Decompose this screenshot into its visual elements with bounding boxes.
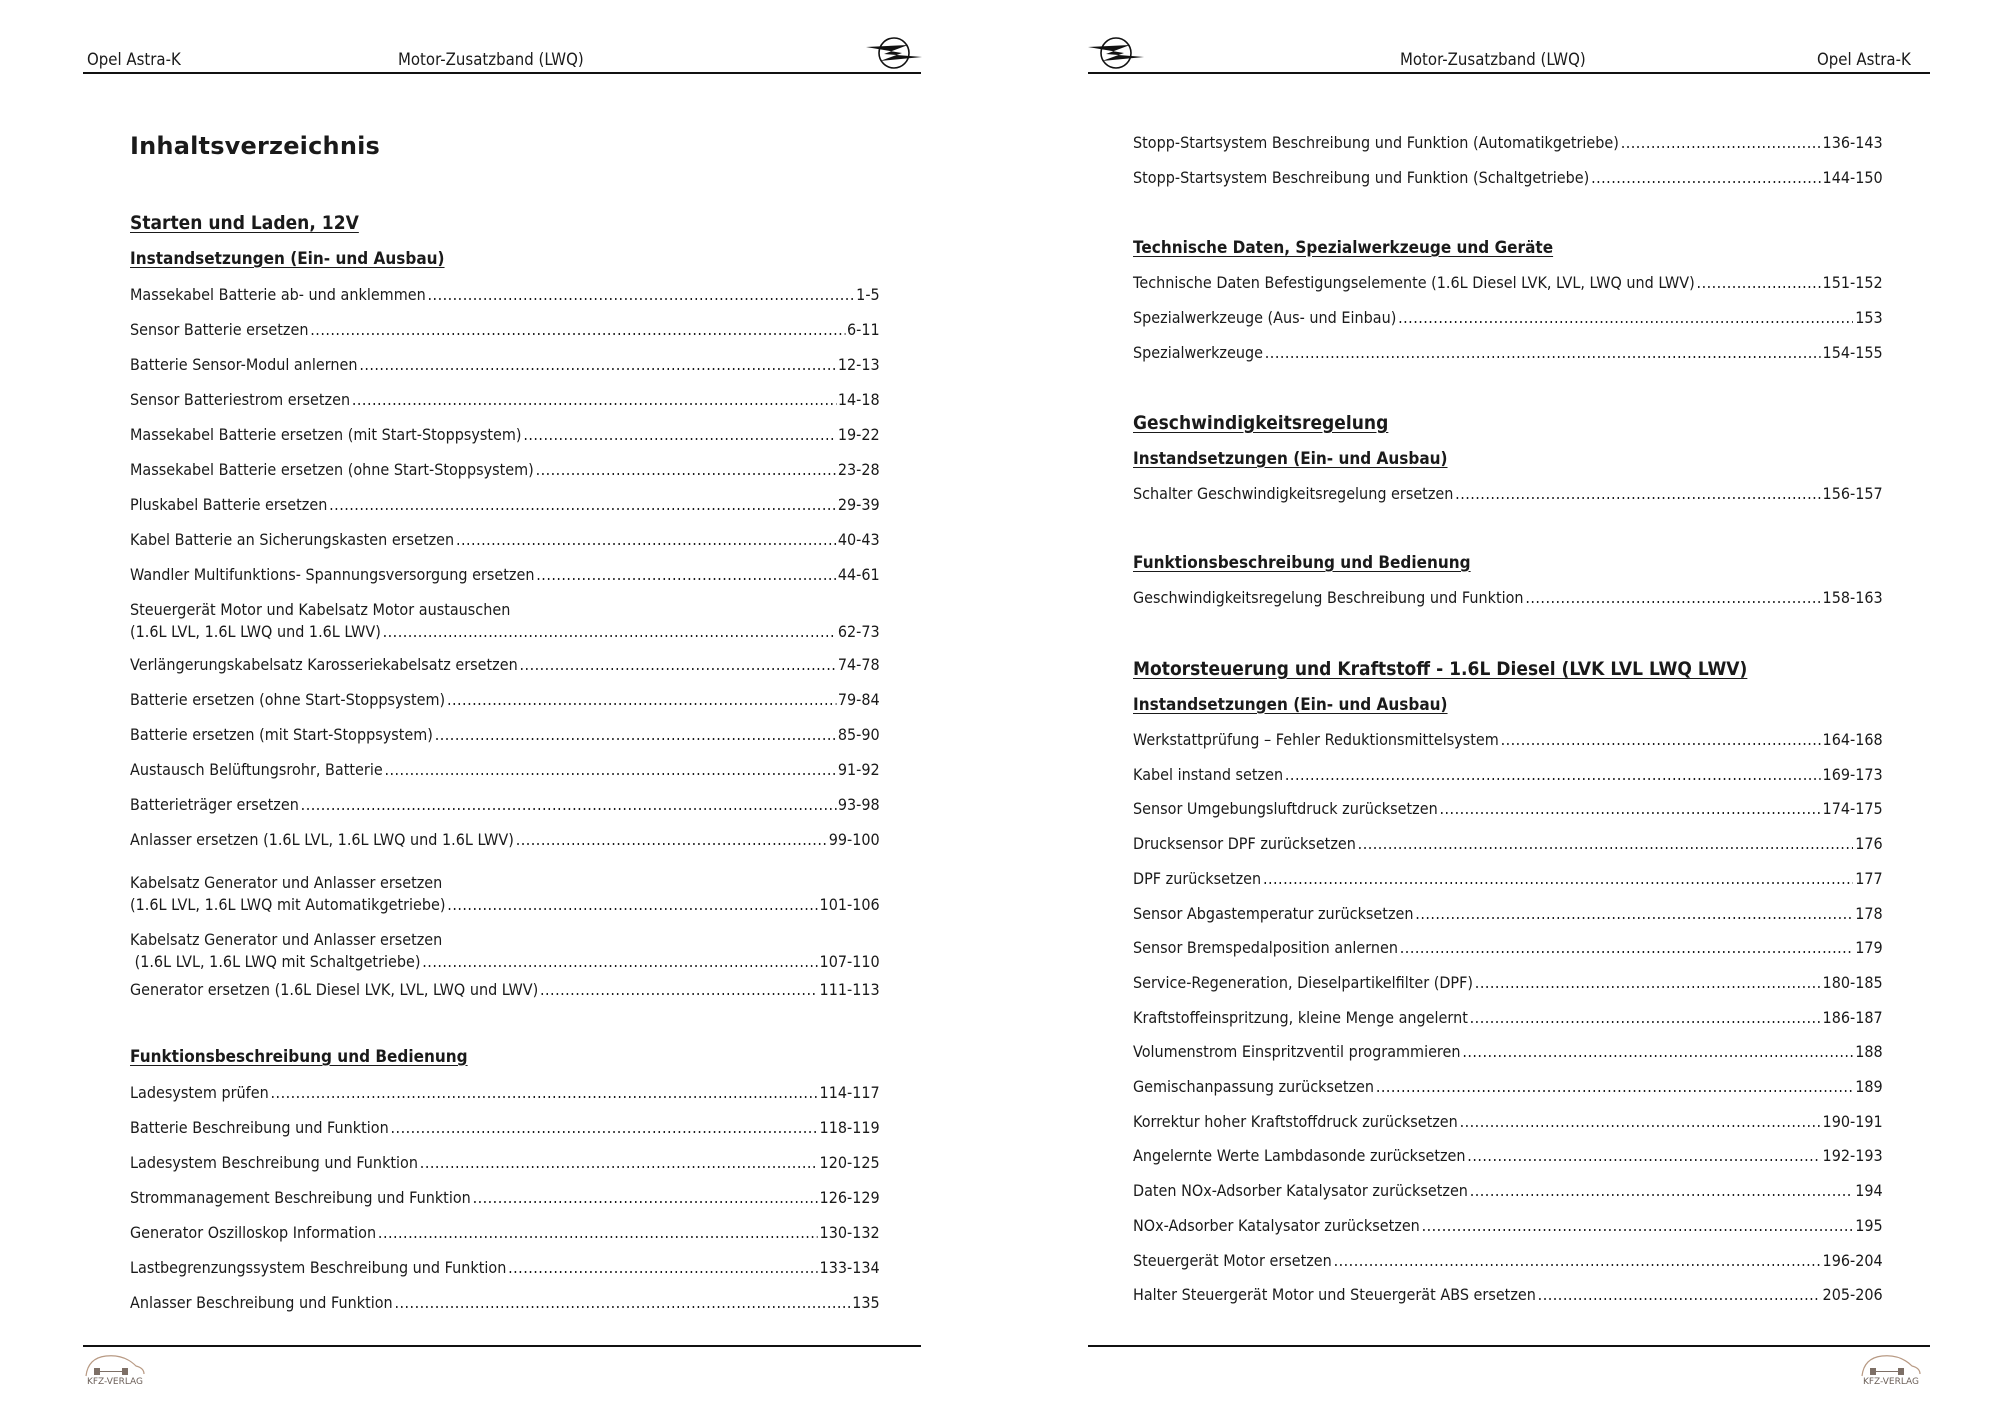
dot-leader xyxy=(1538,1285,1821,1305)
toc-entry[interactable] xyxy=(1133,799,1883,819)
subsection-heading xyxy=(1133,553,1883,573)
dot-leader xyxy=(1285,765,1821,785)
header-car-model: Opel Astra-K xyxy=(1817,50,1911,70)
dot-leader xyxy=(422,952,817,972)
dot-leader xyxy=(1525,588,1820,608)
opel-logo-icon xyxy=(1086,33,1148,73)
toc-entry-label: Anlasser ersetzen (1.6L LVL, 1.6L LWQ und 1.6L LWV) xyxy=(130,830,514,849)
toc-entry-pages: 177 xyxy=(1855,868,1883,888)
toc-entry[interactable] xyxy=(1133,1042,1883,1062)
toc-entry-label: Sensor Batteriestrom ersetzen xyxy=(130,390,351,409)
subsection-heading xyxy=(130,1047,880,1067)
toc-entry[interactable] xyxy=(130,320,880,340)
toc-entry-pages: 19-22 xyxy=(837,425,880,444)
toc-entry-label: Werkstattprüfung – Fehler Reduktionsmittelsystem xyxy=(1133,730,1499,749)
toc-entry-pages: 99-100 xyxy=(828,830,880,849)
section-heading-text: Geschwindigkeitsregelung xyxy=(1133,412,1389,434)
toc-entry[interactable] xyxy=(130,1293,880,1313)
toc-entry[interactable] xyxy=(1133,1146,1883,1166)
toc-entry-label: Sensor Batterie ersetzen xyxy=(130,320,309,339)
opel-logo-icon xyxy=(862,33,924,73)
dot-leader xyxy=(1415,904,1853,924)
toc-entry-label: NOx-Adsorber Katalysator zurücksetzen xyxy=(1133,1215,1420,1235)
toc-entry-pages: 6-11 xyxy=(847,320,880,339)
toc-entry-label: Massekabel Batterie ersetzen (ohne Start-Stoppsystem) xyxy=(130,460,534,479)
dot-leader xyxy=(523,425,836,445)
toc-entry-pages: 186-187 xyxy=(1822,1007,1883,1027)
toc-entry-label-line1: Kabelsatz Generator und Anlasser ersetzen xyxy=(130,930,443,949)
toc-entry-pages: 29-39 xyxy=(837,495,880,514)
dot-leader xyxy=(271,1083,818,1103)
toc-entry-pages: 85-90 xyxy=(837,725,880,744)
toc-entry-pages: 205-206 xyxy=(1822,1285,1883,1305)
toc-entry[interactable] xyxy=(1133,1251,1883,1271)
header-rule xyxy=(83,72,921,74)
toc-entry[interactable] xyxy=(130,460,880,480)
toc-entry-pages: 176 xyxy=(1855,834,1883,854)
toc-entry-label: Verlängerungskabelsatz Karosseriekabelsatz ersetzen xyxy=(130,655,518,674)
toc-entry-label: (1.6L LVL, 1.6L LWQ mit Automatikgetriebe) xyxy=(130,895,446,914)
toc-entry-label: Batterieträger ersetzen xyxy=(130,795,299,814)
toc-entry[interactable] xyxy=(130,565,880,585)
toc-entry-label: Kabel instand setzen xyxy=(1133,764,1284,784)
toc-entry-label: (1.6L LVL, 1.6L LWQ und 1.6L LWV) xyxy=(130,622,381,641)
svg-text:KFZ-VERLAG: KFZ-VERLAG xyxy=(86,1377,144,1387)
dot-leader xyxy=(1460,1112,1821,1132)
toc-entry[interactable] xyxy=(1133,730,1883,750)
toc-entry[interactable] xyxy=(130,873,880,915)
toc-entry-label: Spezialwerkzeuge (Aus- und Einbau) xyxy=(1133,308,1397,327)
toc-entry[interactable] xyxy=(130,425,880,445)
toc-entry[interactable] xyxy=(1133,904,1883,924)
toc-entry[interactable] xyxy=(1133,1181,1883,1201)
toc-entry-pages: 158-163 xyxy=(1822,588,1883,607)
toc-entry-pages: 62-73 xyxy=(837,622,880,641)
toc-entry[interactable] xyxy=(1133,869,1883,889)
dot-leader xyxy=(456,530,836,550)
dot-leader xyxy=(1462,1042,1853,1062)
toc-entry[interactable] xyxy=(1133,973,1883,993)
toc-entry[interactable] xyxy=(1133,834,1883,854)
toc-entry-label: Ladesystem Beschreibung und Funktion xyxy=(130,1153,418,1172)
dot-leader xyxy=(1621,133,1821,153)
dot-leader xyxy=(1697,273,1821,293)
toc-entry-label: Austausch Belüftungsrohr, Batterie xyxy=(130,760,383,779)
toc-entry[interactable] xyxy=(130,530,880,550)
toc-entry-label: Geschwindigkeitsregelung Beschreibung und Funktion xyxy=(1133,588,1524,607)
toc-entry-pages: 1-5 xyxy=(856,285,880,304)
dot-leader xyxy=(1422,1216,1854,1236)
toc-entry[interactable] xyxy=(130,725,880,745)
section-heading xyxy=(1133,413,1883,433)
toc-entry[interactable] xyxy=(130,930,880,972)
dot-leader xyxy=(1475,973,1821,993)
toc-entry[interactable] xyxy=(130,1258,880,1278)
dot-leader xyxy=(352,390,836,410)
toc-entry-pages: 136-143 xyxy=(1822,133,1883,152)
toc-entry-label: Angelernte Werte Lambdasonde zurücksetzen xyxy=(1133,1146,1466,1166)
toc-entry-pages: 93-98 xyxy=(837,795,880,814)
dot-leader xyxy=(383,622,836,642)
toc-entry[interactable] xyxy=(130,1083,880,1103)
subsection-heading-text: Instandsetzungen (Ein- und Ausbau) xyxy=(130,249,445,269)
dot-leader xyxy=(394,1293,850,1313)
toc-entry[interactable] xyxy=(1133,168,1883,188)
toc-entry-label: (1.6L LVL, 1.6L LWQ mit Schaltgetriebe) xyxy=(130,952,421,971)
dot-leader xyxy=(329,495,836,515)
toc-entry-pages: 154-155 xyxy=(1822,343,1883,362)
toc-entry[interactable] xyxy=(130,760,880,780)
toc-entry-pages: 192-193 xyxy=(1822,1146,1883,1166)
dot-leader xyxy=(1398,308,1853,328)
toc-entry-pages: 23-28 xyxy=(837,460,880,479)
toc-entry-label: Sensor Bremspedalposition anlernen xyxy=(1133,938,1398,958)
toc-entry-pages: 179 xyxy=(1855,938,1883,958)
dot-leader xyxy=(540,980,818,1000)
toc-entry-label: Schalter Geschwindigkeitsregelung ersetzen xyxy=(1133,484,1454,503)
toc-entry[interactable] xyxy=(130,830,880,850)
dot-leader xyxy=(536,565,836,585)
toc-entry-label: Massekabel Batterie ersetzen (mit Start-Stoppsystem) xyxy=(130,425,522,444)
dot-leader xyxy=(1265,343,1821,363)
toc-entry-pages: 195 xyxy=(1855,1215,1883,1235)
toc-entry[interactable] xyxy=(1133,484,1883,504)
section-heading xyxy=(1133,659,1883,679)
dot-leader xyxy=(447,690,836,710)
toc-entry-pages: 126-129 xyxy=(819,1188,880,1207)
dot-leader xyxy=(310,320,845,340)
dot-leader xyxy=(384,760,836,780)
toc-entry-pages: 153 xyxy=(1855,308,1883,327)
toc-entry-label: Service-Regeneration, Dieselpartikelfilter (DPF) xyxy=(1133,972,1474,992)
toc-entry-label: Batterie Beschreibung und Funktion xyxy=(130,1118,389,1137)
footer-rule xyxy=(83,1345,921,1347)
toc-entry-label: Massekabel Batterie ab- und anklemmen xyxy=(130,285,426,304)
subsection-heading xyxy=(1133,695,1883,715)
toc-entry[interactable] xyxy=(1133,1008,1883,1028)
dot-leader xyxy=(516,830,827,850)
section-heading xyxy=(1133,238,1883,258)
subsection-heading-text: Funktionsbeschreibung und Bedienung xyxy=(1133,553,1471,573)
toc-entry-label-line1: Steuergerät Motor und Kabelsatz Motor austauschen xyxy=(130,600,511,619)
toc-entry-pages: 169-173 xyxy=(1822,764,1883,784)
svg-text:KFZ-VERLAG: KFZ-VERLAG xyxy=(1862,1377,1920,1387)
toc-entry-pages: 151-152 xyxy=(1822,273,1883,292)
toc-entry-pages: 130-132 xyxy=(819,1223,880,1242)
toc-entry[interactable] xyxy=(1133,588,1883,608)
toc-entry-label: Korrektur hoher Kraftstoffdruck zurücksetzen xyxy=(1133,1111,1458,1131)
toc-entry[interactable] xyxy=(130,1153,880,1173)
dot-leader xyxy=(435,725,836,745)
toc-entry-pages: 188 xyxy=(1855,1042,1883,1062)
section-heading-text: Starten und Laden, 12V xyxy=(130,212,359,234)
section-heading xyxy=(130,213,880,233)
toc-entry-label: Kabel Batterie an Sicherungskasten ersetzen xyxy=(130,530,455,549)
toc-entry-pages: 180-185 xyxy=(1822,972,1883,992)
toc-entry-pages: 118-119 xyxy=(819,1118,880,1137)
toc-entry-pages: 164-168 xyxy=(1822,730,1883,749)
subsection-heading-text: Instandsetzungen (Ein- und Ausbau) xyxy=(1133,695,1448,715)
toc-entry-label: Stopp-Startsystem Beschreibung und Funktion (Automatikgetriebe) xyxy=(1133,133,1619,152)
subsection-heading-text: Funktionsbeschreibung und Bedienung xyxy=(130,1047,468,1067)
dot-leader xyxy=(1263,869,1853,889)
footer-rule xyxy=(1088,1345,1930,1347)
toc-entry-label: Sensor Abgastemperatur zurücksetzen xyxy=(1133,903,1414,923)
right-page xyxy=(1000,0,2000,1413)
dot-leader xyxy=(1470,1181,1854,1201)
subsection-heading xyxy=(130,249,880,269)
toc-entry-pages: 91-92 xyxy=(837,760,880,779)
dot-leader xyxy=(508,1258,818,1278)
toc-entry-label: Anlasser Beschreibung und Funktion xyxy=(130,1293,393,1312)
toc-entry-pages: 156-157 xyxy=(1822,484,1883,503)
toc-entry[interactable] xyxy=(130,1223,880,1243)
dot-leader xyxy=(1376,1077,1854,1097)
toc-entry-pages: 40-43 xyxy=(837,530,880,549)
toc-entry[interactable] xyxy=(1133,133,1883,153)
toc-entry-label: Batterie Sensor-Modul anlernen xyxy=(130,355,358,374)
toc-entry-label: Batterie ersetzen (mit Start-Stoppsystem) xyxy=(130,725,433,744)
toc-entry-pages: 12-13 xyxy=(837,355,880,374)
toc-entry[interactable] xyxy=(1133,1216,1883,1236)
dot-leader xyxy=(301,795,836,815)
toc-entry-label: Strommanagement Beschreibung und Funktion xyxy=(130,1188,471,1207)
toc-entry[interactable] xyxy=(1133,1077,1883,1097)
toc-entry[interactable] xyxy=(130,690,880,710)
toc-entry-pages: 174-175 xyxy=(1822,799,1883,819)
dot-leader xyxy=(520,655,837,675)
dot-leader xyxy=(473,1188,818,1208)
toc-entry-pages: 178 xyxy=(1855,903,1883,923)
section-heading-text: Technische Daten, Spezialwerkzeuge und Geräte xyxy=(1133,238,1554,258)
header-book-title: Motor-Zusatzband (LWQ) xyxy=(398,50,584,70)
toc-entry-label: Generator Oszilloskop Information xyxy=(130,1223,377,1242)
toc-entry[interactable] xyxy=(1133,343,1883,363)
toc-entry[interactable] xyxy=(1133,1285,1883,1305)
toc-entry-label: Stopp-Startsystem Beschreibung und Funktion (Schaltgetriebe) xyxy=(1133,168,1590,187)
dot-leader xyxy=(359,355,836,375)
dot-leader xyxy=(1591,168,1821,188)
toc-entry-label: Batterie ersetzen (ohne Start-Stoppsystem) xyxy=(130,690,446,709)
toc-entry-label: Lastbegrenzungssystem Beschreibung und Funktion xyxy=(130,1258,507,1277)
header-car-model: Opel Astra-K xyxy=(87,50,181,70)
section-heading-text: Motorsteuerung und Kraftstoff - 1.6L Diesel (LVK LVL LWQ LWV) xyxy=(1133,658,1748,680)
header-book-title: Motor-Zusatzband (LWQ) xyxy=(1400,50,1586,70)
toc-entry[interactable] xyxy=(130,980,880,1000)
toc-entry-pages: 120-125 xyxy=(819,1153,880,1172)
toc-entry-pages: 79-84 xyxy=(837,690,880,709)
toc-entry[interactable] xyxy=(130,355,880,375)
toc-entry-label: Halter Steuergerät Motor und Steuergerät ABS ersetzen xyxy=(1133,1285,1536,1305)
dot-leader xyxy=(391,1118,818,1138)
toc-entry-label: Generator ersetzen (1.6L Diesel LVK, LVL, LWQ und LWV) xyxy=(130,980,539,999)
dot-leader xyxy=(447,895,817,915)
dot-leader xyxy=(1358,834,1854,854)
toc-entry-label: Spezialwerkzeuge xyxy=(1133,343,1263,362)
toc-entry[interactable] xyxy=(130,1118,880,1138)
dot-leader xyxy=(420,1153,818,1173)
dot-leader xyxy=(1467,1146,1820,1166)
dot-leader xyxy=(536,460,836,480)
toc-entry[interactable] xyxy=(130,495,880,515)
toc-entry[interactable] xyxy=(130,285,880,305)
toc-entry[interactable] xyxy=(1133,765,1883,785)
toc-entry[interactable] xyxy=(130,655,880,675)
toc-entry-label: Kraftstoffeinspritzung, kleine Menge angelernt xyxy=(1133,1007,1468,1027)
toc-entry[interactable] xyxy=(1133,938,1883,958)
toc-entry-label-line1: Kabelsatz Generator und Anlasser ersetzen xyxy=(130,873,443,892)
toc-entry-pages: 101-106 xyxy=(819,895,880,914)
dot-leader xyxy=(1400,938,1854,958)
toc-entry-pages: 190-191 xyxy=(1822,1111,1883,1131)
toc-entry-label: Drucksensor DPF zurücksetzen xyxy=(1133,834,1356,854)
dot-leader xyxy=(1455,484,1821,504)
toc-entry-pages: 133-134 xyxy=(819,1258,880,1277)
dot-leader xyxy=(1334,1251,1821,1271)
header-rule xyxy=(1088,72,1930,74)
dot-leader xyxy=(378,1223,818,1243)
dot-leader xyxy=(428,285,855,305)
toc-entry[interactable] xyxy=(1133,308,1883,328)
dot-leader xyxy=(1501,730,1821,750)
toc-entry-label: Gemischanpassung zurücksetzen xyxy=(1133,1077,1375,1096)
toc-entry-label: Sensor Umgebungsluftdruck zurücksetzen xyxy=(1133,799,1438,819)
subsection-heading-text: Instandsetzungen (Ein- und Ausbau) xyxy=(1133,449,1448,469)
toc-entry-pages: 194 xyxy=(1855,1181,1883,1201)
toc-entry-label: Pluskabel Batterie ersetzen xyxy=(130,495,328,514)
toc-entry-label: Volumenstrom Einspritzventil programmieren xyxy=(1133,1042,1461,1062)
toc-entry-pages: 189 xyxy=(1855,1077,1883,1096)
toc-entry-pages: 114-117 xyxy=(819,1083,880,1102)
toc-entry-label: Wandler Multifunktions- Spannungsversorgung ersetzen xyxy=(130,565,535,584)
toc-entry[interactable] xyxy=(130,795,880,815)
toc-entry[interactable] xyxy=(130,390,880,410)
toc-entry-label: DPF zurücksetzen xyxy=(1133,868,1262,888)
toc-entry-pages: 111-113 xyxy=(819,980,880,999)
toc-entry-pages: 196-204 xyxy=(1822,1250,1883,1270)
dot-leader xyxy=(1439,799,1820,819)
toc-entry-pages: 74-78 xyxy=(837,655,880,674)
toc-entry[interactable] xyxy=(130,600,880,642)
toc-entry-label: Daten NOx-Adsorber Katalysator zurücksetzen xyxy=(1133,1181,1468,1201)
toc-entry[interactable] xyxy=(130,1188,880,1208)
toc-entry-pages: 144-150 xyxy=(1822,168,1883,187)
toc-entry-pages: 44-61 xyxy=(837,565,880,584)
toc-entry-label: Ladesystem prüfen xyxy=(130,1083,269,1102)
toc-entry-label: Technische Daten Befestigungselemente (1.6L Diesel LVK, LVL, LWQ und LWV) xyxy=(1133,273,1695,292)
toc-entry-label: Steuergerät Motor ersetzen xyxy=(1133,1250,1332,1270)
dot-leader xyxy=(1470,1008,1821,1028)
toc-entry[interactable] xyxy=(1133,1112,1883,1132)
page-title: Inhaltsverzeichnis xyxy=(130,132,381,160)
toc-entry-pages: 14-18 xyxy=(837,390,880,409)
subsection-heading xyxy=(1133,449,1883,469)
toc-entry-pages: 107-110 xyxy=(819,952,880,971)
kfz-verlag-logo-icon xyxy=(80,1350,150,1390)
kfz-verlag-logo-icon xyxy=(1856,1350,1926,1390)
toc-entry-pages: 135 xyxy=(852,1293,880,1312)
toc-entry[interactable] xyxy=(1133,273,1883,293)
